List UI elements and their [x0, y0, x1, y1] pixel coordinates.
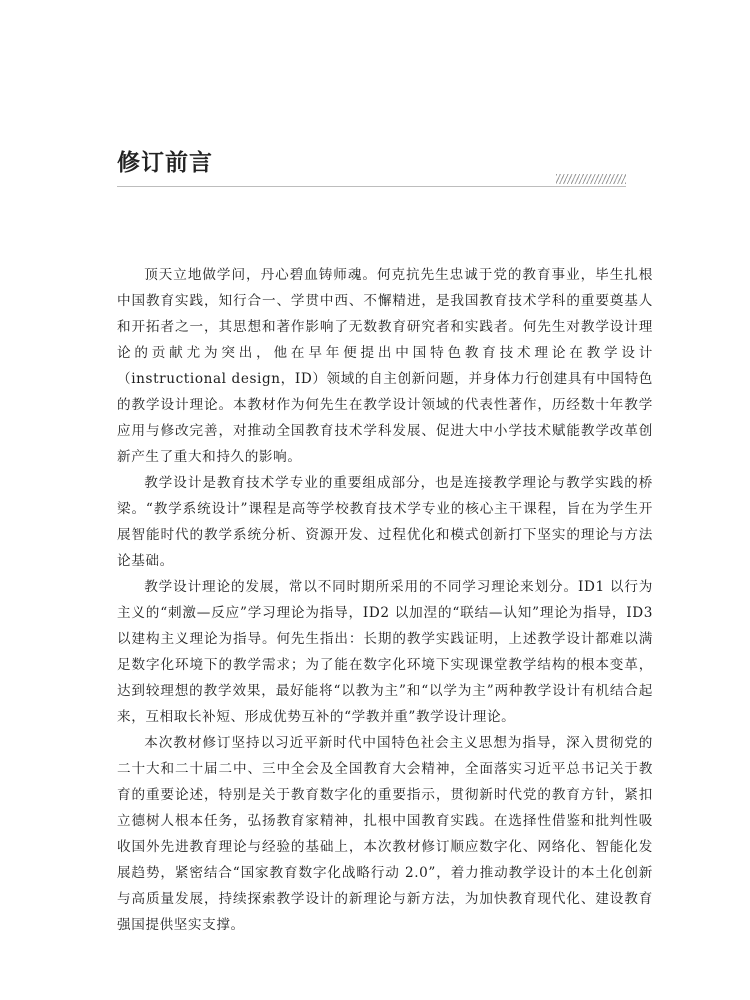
paragraph-2: 教学设计是教育技术学专业的重要组成部分，也是连接教学理论与教学实践的桥梁。“教学系统设计”课程是高等学校教育技术学专业的核心主干课程，旨在为学生开展智能时代的教学系统分析、资源开发、过程优化和模式创新打下坚实的理论与方法论基础。 [117, 475, 653, 569]
page-title: 修订前言 [117, 150, 213, 176]
preface-body [117, 262, 653, 938]
paragraph-4: 本次教材修订坚持以习近平新时代中国特色社会主义思想为指导，深入贯彻党的二十大和二十届二中、三中全会及全国教育大会精神，全面落实习近平总书记关于教育的重要论述，特别是关于教育数字化的重要指示，贯彻新时代党的教育方针，紧扣立德树人根本任务，弘扬教育家精神，扎根中国教育实践。在选择性借鉴和批判性吸收国外先进教育理论与经验的基础上，本次教材修订顺应数字化、网络化、智能化发展趋势，紧密结合“国家教育数字化战略行动 2.0”，着力推动教学设计的本土化创新与高质量发展，持续探索教学设计的新理论与新方法，为加快教育现代化、建设教育强国提供坚实支撑。 [117, 735, 653, 933]
title-decoration-hatch [556, 174, 626, 184]
title-underline-divider [117, 186, 626, 187]
paragraph-3: 教学设计理论的发展，常以不同时期所采用的不同学习理论来划分。ID1 以行为主义的“刺激—反应”学习理论为指导，ID2 以加涅的“联结—认知”理论为指导，ID3 以建构主义理论为指导。何先生指出：长期的教学实践证明，上述教学设计都难以满足数字化环境下的教学需求；为了能在数字化环境下实现课堂教学结构的根本变革，达到较理想的教学效果，最好能将“以教为主”和“以学为主”两种教学设计有机结合起来，互相取长补短、形成优势互补的“学教并重”教学设计理论。 [117, 579, 653, 725]
paragraph-1: 顶天立地做学问，丹心碧血铸师魂。何克抗先生忠诚于党的教育事业，毕生扎根中国教育实践，知行合一、学贯中西、不懈精进，是我国教育技术学科的重要奠基人和开拓者之一，其思想和著作影响了无数教育研究者和实践者。何先生对教学设计理论的贡献尤为突出，他在早年便提出中国特色教育技术理论在教学设计（instructional design，ID）领域的自主创新问题，并身体力行创建具有中国特色的教学设计理论。本教材作为何先生在教学设计领域的代表性著作，历经数十年教学应用与修改完善，对推动全国教育技术学科发展、促进大中小学技术赋能教学改革创新产生了重大和持久的影响。 [117, 267, 653, 465]
